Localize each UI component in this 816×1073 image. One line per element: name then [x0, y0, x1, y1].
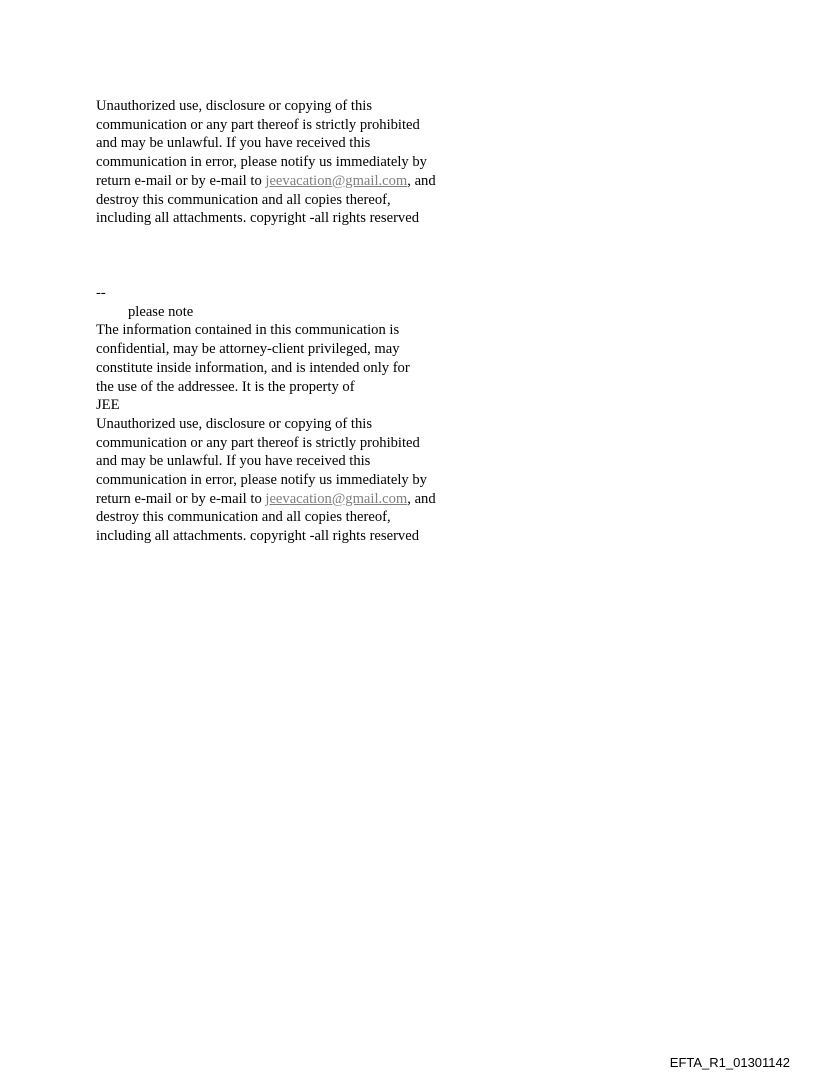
email-link[interactable]: jeevacation@gmail.com [265, 490, 408, 507]
disclaimer-block-top [96, 97, 496, 228]
disclaimer-line: and may be unlawful. If you have received this [96, 453, 371, 470]
disclaimer-line: the use of the addressee. It is the property of [96, 378, 355, 395]
disclaimer-line: constitute inside information, and is intended only for [96, 359, 410, 376]
disclaimer-line: communication in error, please notify us immediately by [96, 154, 427, 171]
disclaimer-block-bottom [96, 284, 496, 546]
disclaimer-line: JEE [96, 397, 120, 414]
signature-separator: -- [96, 285, 106, 301]
disclaimer-line: Unauthorized use, disclosure or copying of this [96, 415, 373, 432]
disclaimer-line-with-email [96, 490, 496, 509]
disclaimer-line: destroy this communication and all copies thereof, [96, 191, 391, 208]
disclaimer-line: including all attachments. copyright -all rights reserved [96, 528, 419, 545]
disclaimer-line-with-email [96, 172, 496, 191]
disclaimer-line: confidential, may be attorney-client privileged, may [96, 341, 400, 358]
disclaimer-line: communication in error, please notify us immediately by [96, 472, 427, 489]
disclaimer-text: , and [407, 172, 436, 189]
disclaimer-text: , and [407, 490, 436, 507]
disclaimer-line: destroy this communication and all copies thereof, [96, 509, 391, 526]
note-heading: please note [128, 303, 194, 320]
disclaimer-line: communication or any part thereof is strictly prohibited [96, 116, 420, 133]
disclaimer-text: return e-mail or by e-mail to [96, 172, 266, 189]
document-id: EFTA_R1_01301142 [669, 1055, 790, 1070]
disclaimer-line: communication or any part thereof is strictly prohibited [96, 434, 420, 451]
disclaimer-line: Unauthorized use, disclosure or copying of this [96, 98, 373, 114]
disclaimer-line: The information contained in this communication is [96, 322, 400, 339]
disclaimer-line: and may be unlawful. If you have received this [96, 135, 371, 152]
disclaimer-text: return e-mail or by e-mail to [96, 490, 266, 507]
disclaimer-line: including all attachments. copyright -all rights reserved [96, 210, 419, 227]
email-link[interactable]: jeevacation@gmail.com [265, 172, 408, 189]
